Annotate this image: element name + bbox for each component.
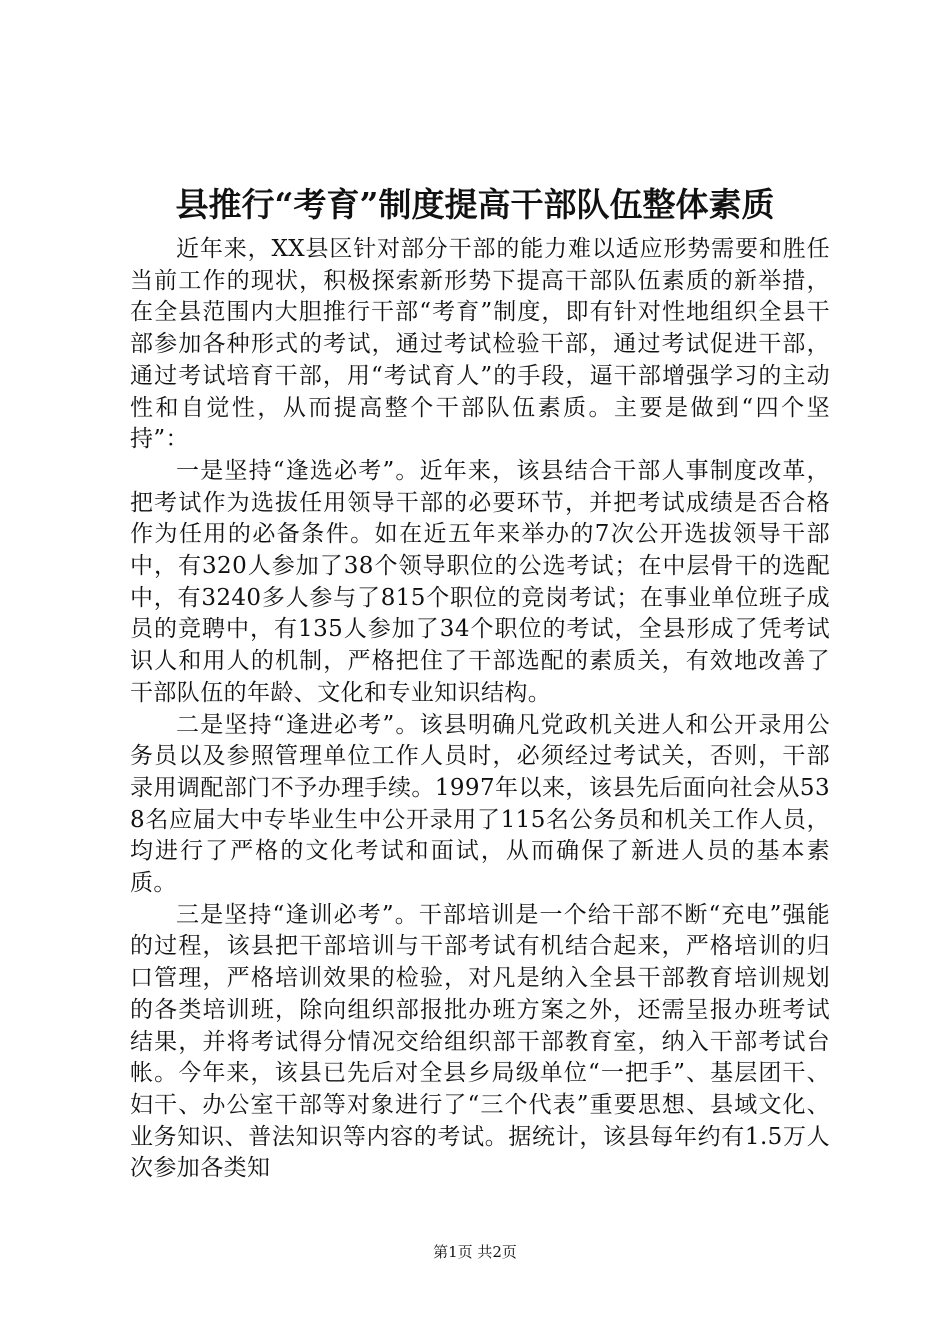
paragraph-point-3: 三是坚持“逢训必考”。干部培训是一个给干部不断“充电”强能的过程，该县把干部培训与干部考试有机结合起来，严格培训的归口管理，严格培训效果的检验，对凡是纳入全县干部教育培训规划的各类培训班，除向组织部报批办班方案之外，还需呈报办班考试结果，并将考试得分情况交给组织部干部教育室，纳入干部考试台帐。今年来，该县已先后对全县乡局级单位“一把手”、基层团干、妇干、办公室干部等对象进行了“三个代表”重要思想、县域文化、业务知识、普法知识等内容的考试。据统计，该县每年约有1.5万人次参加各类知 xyxy=(130,901,830,1182)
page-number-footer: 第1页 共2页 xyxy=(433,1243,517,1261)
document-body xyxy=(130,234,830,1185)
paragraph-point-2: 二是坚持“逢进必考”。该县明确凡党政机关进人和公开录用公务员以及参照管理单位工作人员时，必须经过考试关，否则，干部录用调配部门不予办理手续。1997年以来，该县先后面向社会从538名应届大中专毕业生中公开录用了115名公务员和机关工作人员，均进行了严格的文化考试和面试，从而确保了新进人员的基本素质。 xyxy=(130,711,830,897)
paragraph-intro: 近年来，XX县区针对部分干部的能力难以适应形势需要和胜任当前工作的现状，积极探索新形势下提高干部队伍素质的新举措，在全县范围内大胆推行干部“考育”制度，即有针对性地组织全县干部参加各种形式的考试，通过考试检验干部，通过考试促进干部，通过考试培育干部，用“考试育人”的手段，逼干部增强学习的主动性和自觉性，从而提高整个干部队伍素质。主要是做到“四个坚持”： xyxy=(130,236,830,453)
paragraph-point-1: 一是坚持“逢选必考”。近年来，该县结合干部人事制度改革，把考试作为选拔任用领导干部的必要环节，并把考试成绩是否合格作为任用的必备条件。如在近五年来举办的7次公开选拔领导干部中，有320人参加了38个领导职位的公选考试；在中层骨干的选配中，有3240多人参与了815个职位的竞岗考试；在事业单位班子成员的竞聘中，有135人参加了34个职位的考试，全县形成了凭考试识人和用人的机制，严格把住了干部选配的素质关，有效地改善了干部队伍的年龄、文化和专业知识结构。 xyxy=(130,457,830,706)
document-title: 县推行“考育”制度提高干部队伍整体素质 xyxy=(175,185,775,224)
